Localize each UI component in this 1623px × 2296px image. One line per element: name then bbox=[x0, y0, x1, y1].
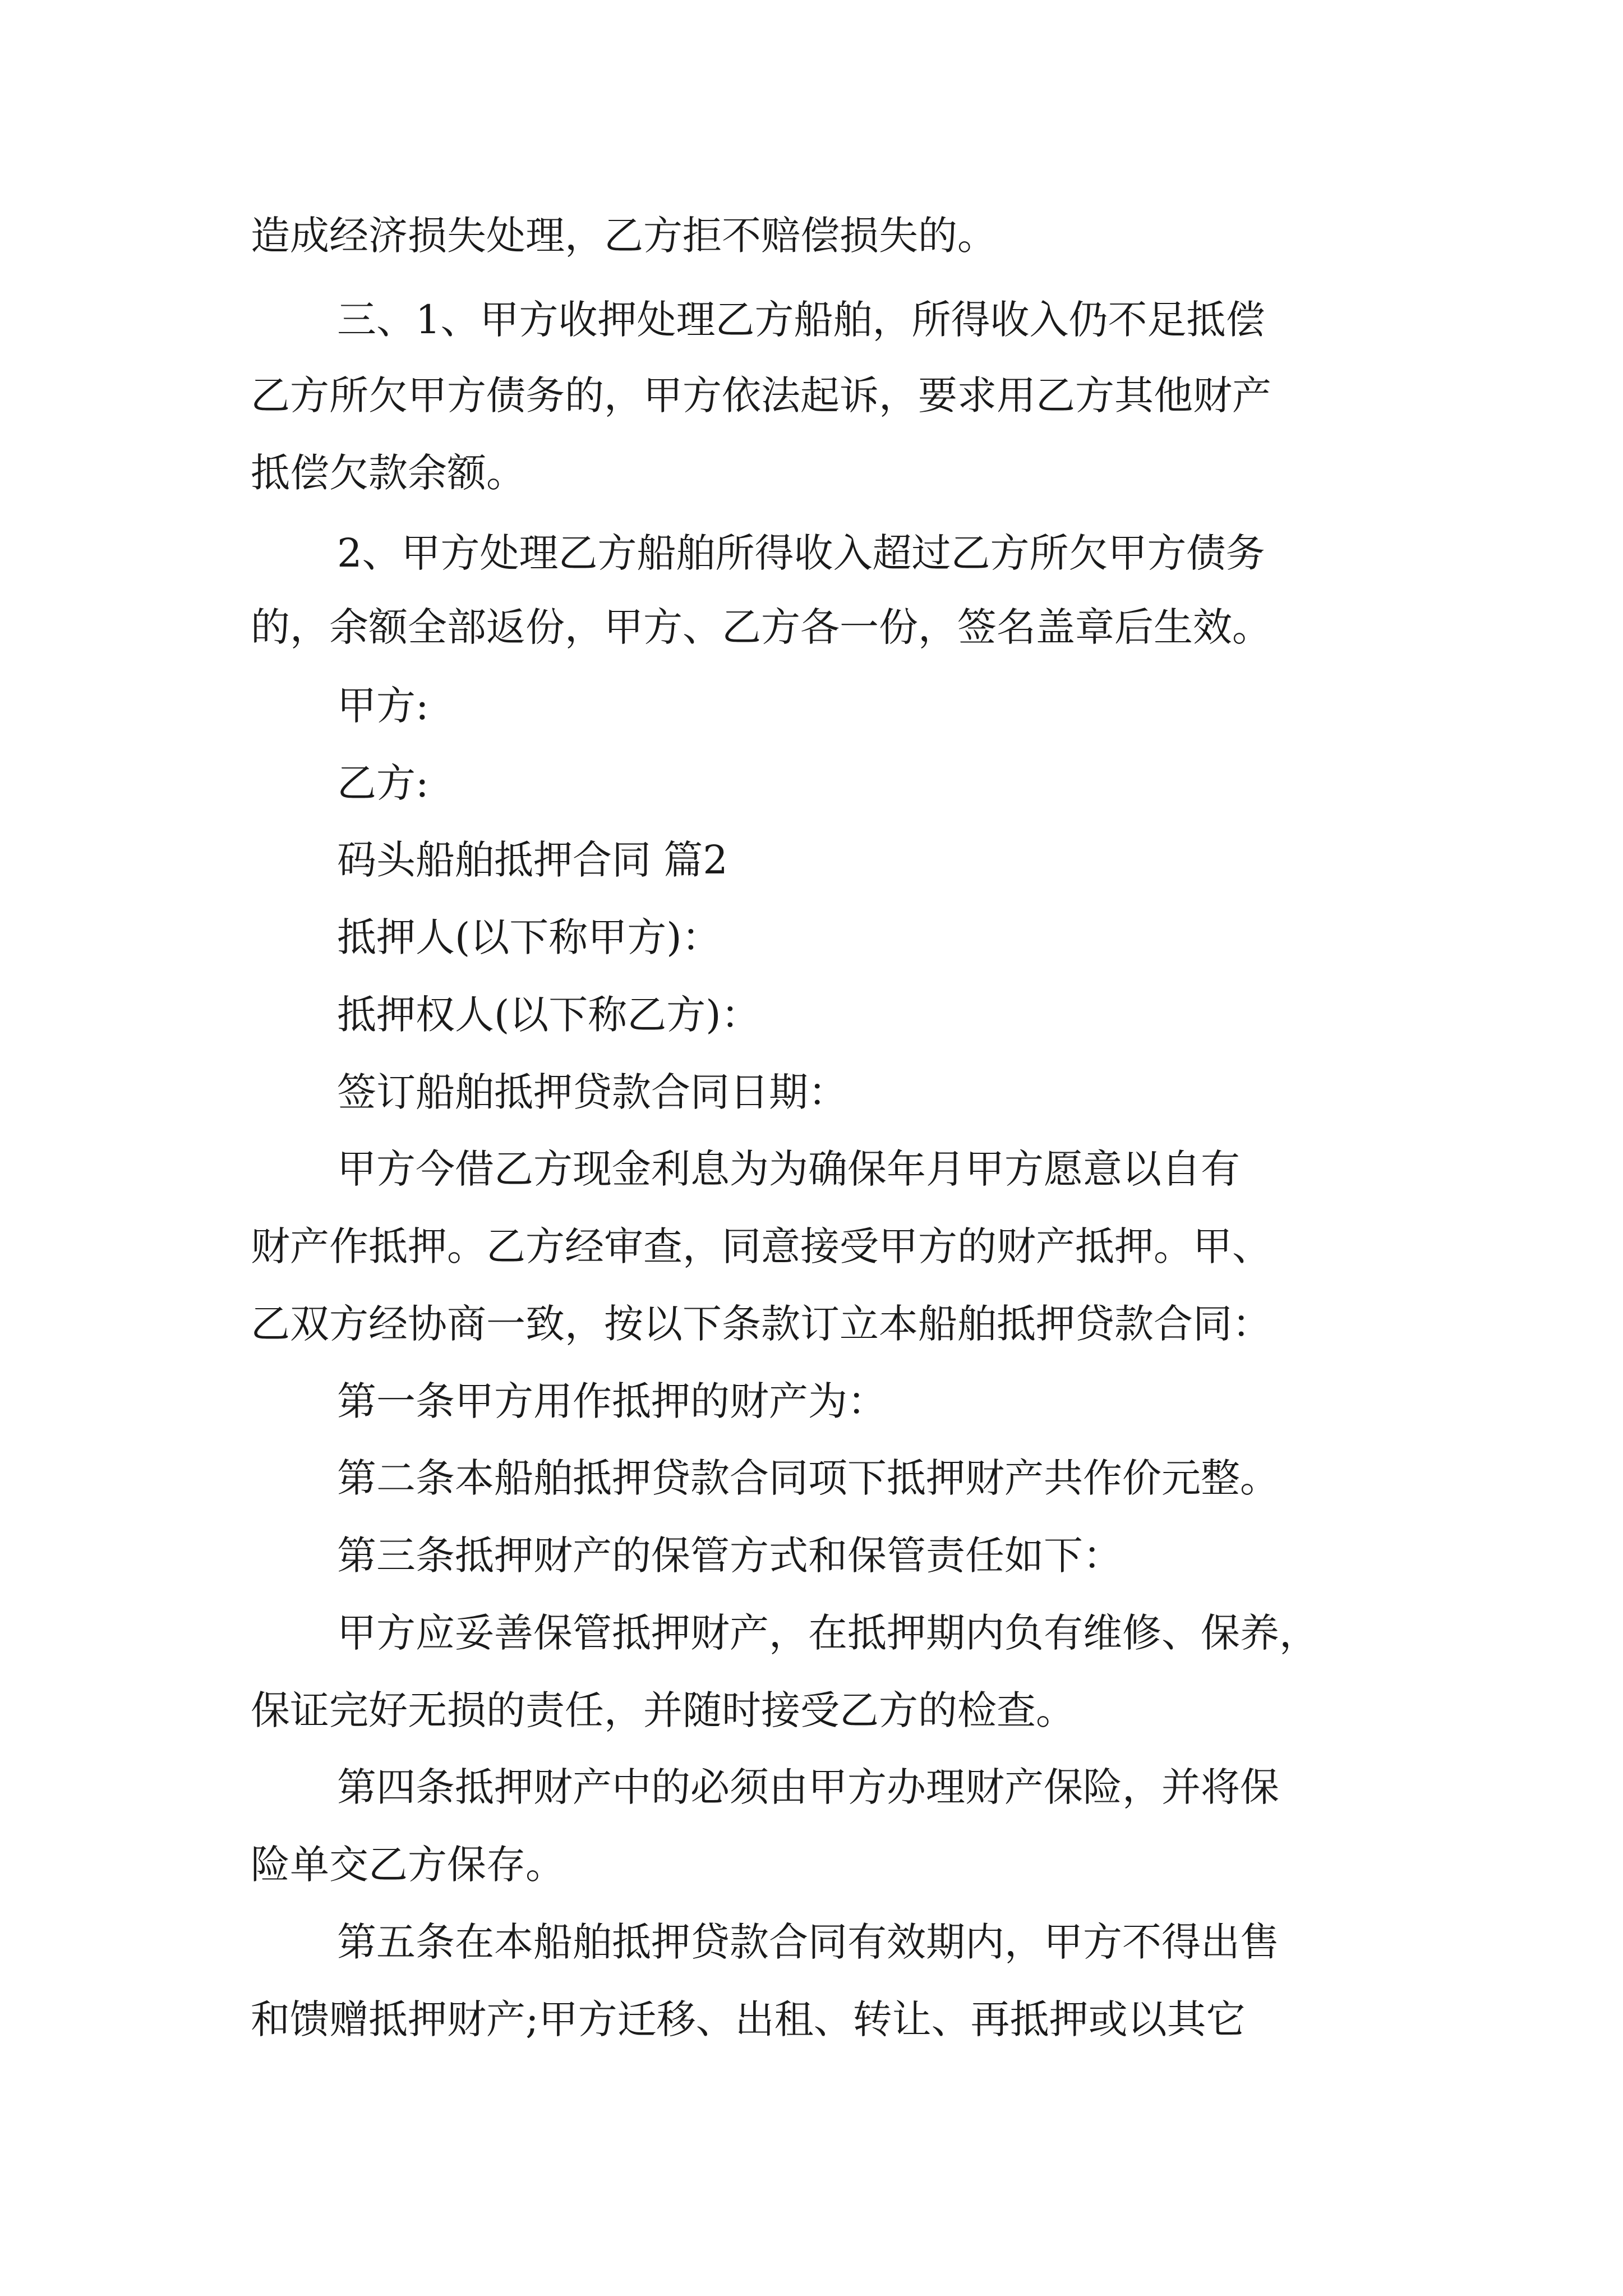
section-title: 码头船舶抵押合同 篇2 bbox=[337, 837, 728, 883]
party-a-signature-label: 甲方: bbox=[337, 683, 429, 729]
text-line: 抵偿欠款余额。 bbox=[251, 450, 525, 496]
text-line: 造成经济损失处理，乙方拒不赔偿损失的。 bbox=[251, 213, 997, 259]
article-4: 第四条抵押财产中的必须由甲方办理财产保险，并将保 bbox=[337, 1764, 1279, 1810]
text-line: 2、甲方处理乙方船舶所得收入超过乙方所欠甲方债务 bbox=[337, 530, 1265, 576]
text-line: 的，余额全部返份，甲方、乙方各一份，签名盖章后生效。 bbox=[251, 604, 1271, 650]
party-b-signature-label: 乙方: bbox=[337, 760, 429, 806]
text-line: 和馈赠抵押财产;甲方迁移、出租、转让、再抵押或以其它 bbox=[251, 1996, 1246, 2042]
text-line: 乙双方经协商一致，按以下条款订立本船舶抵押贷款合同： bbox=[251, 1301, 1271, 1347]
article-2: 第二条本船舶抵押贷款合同项下抵押财产共作价元整。 bbox=[337, 1455, 1279, 1501]
mortgagor-label: 抵押人(以下称甲方)： bbox=[337, 914, 721, 960]
text-line: 三、1、甲方收押处理乙方船舶，所得收入仍不足抵偿 bbox=[337, 297, 1265, 343]
article-5: 第五条在本船舶抵押贷款合同有效期内，甲方不得出售 bbox=[337, 1919, 1279, 1965]
text-line: 乙方所欠甲方债务的，甲方依法起诉，要求用乙方其他财产 bbox=[251, 372, 1271, 418]
text-line: 财产作抵押。乙方经审查，同意接受甲方的财产抵押。甲、 bbox=[251, 1223, 1271, 1269]
text-line: 保证完好无损的责任，并随时接受乙方的检查。 bbox=[251, 1687, 1075, 1733]
article-1: 第一条甲方用作抵押的财产为： bbox=[337, 1378, 887, 1424]
mortgagee-label: 抵押权人(以下称乙方)： bbox=[337, 992, 760, 1038]
text-line: 甲方今借乙方现金利息为为确保年月甲方愿意以自有 bbox=[337, 1146, 1240, 1192]
contract-date-label: 签订船舶抵押贷款合同日期： bbox=[337, 1069, 847, 1115]
text-line: 甲方应妥善保管抵押财产，在抵押期内负有维修、保养， bbox=[337, 1610, 1318, 1656]
text-line: 险单交乙方保存。 bbox=[251, 1842, 565, 1888]
article-3: 第三条抵押财产的保管方式和保管责任如下： bbox=[337, 1533, 1122, 1579]
